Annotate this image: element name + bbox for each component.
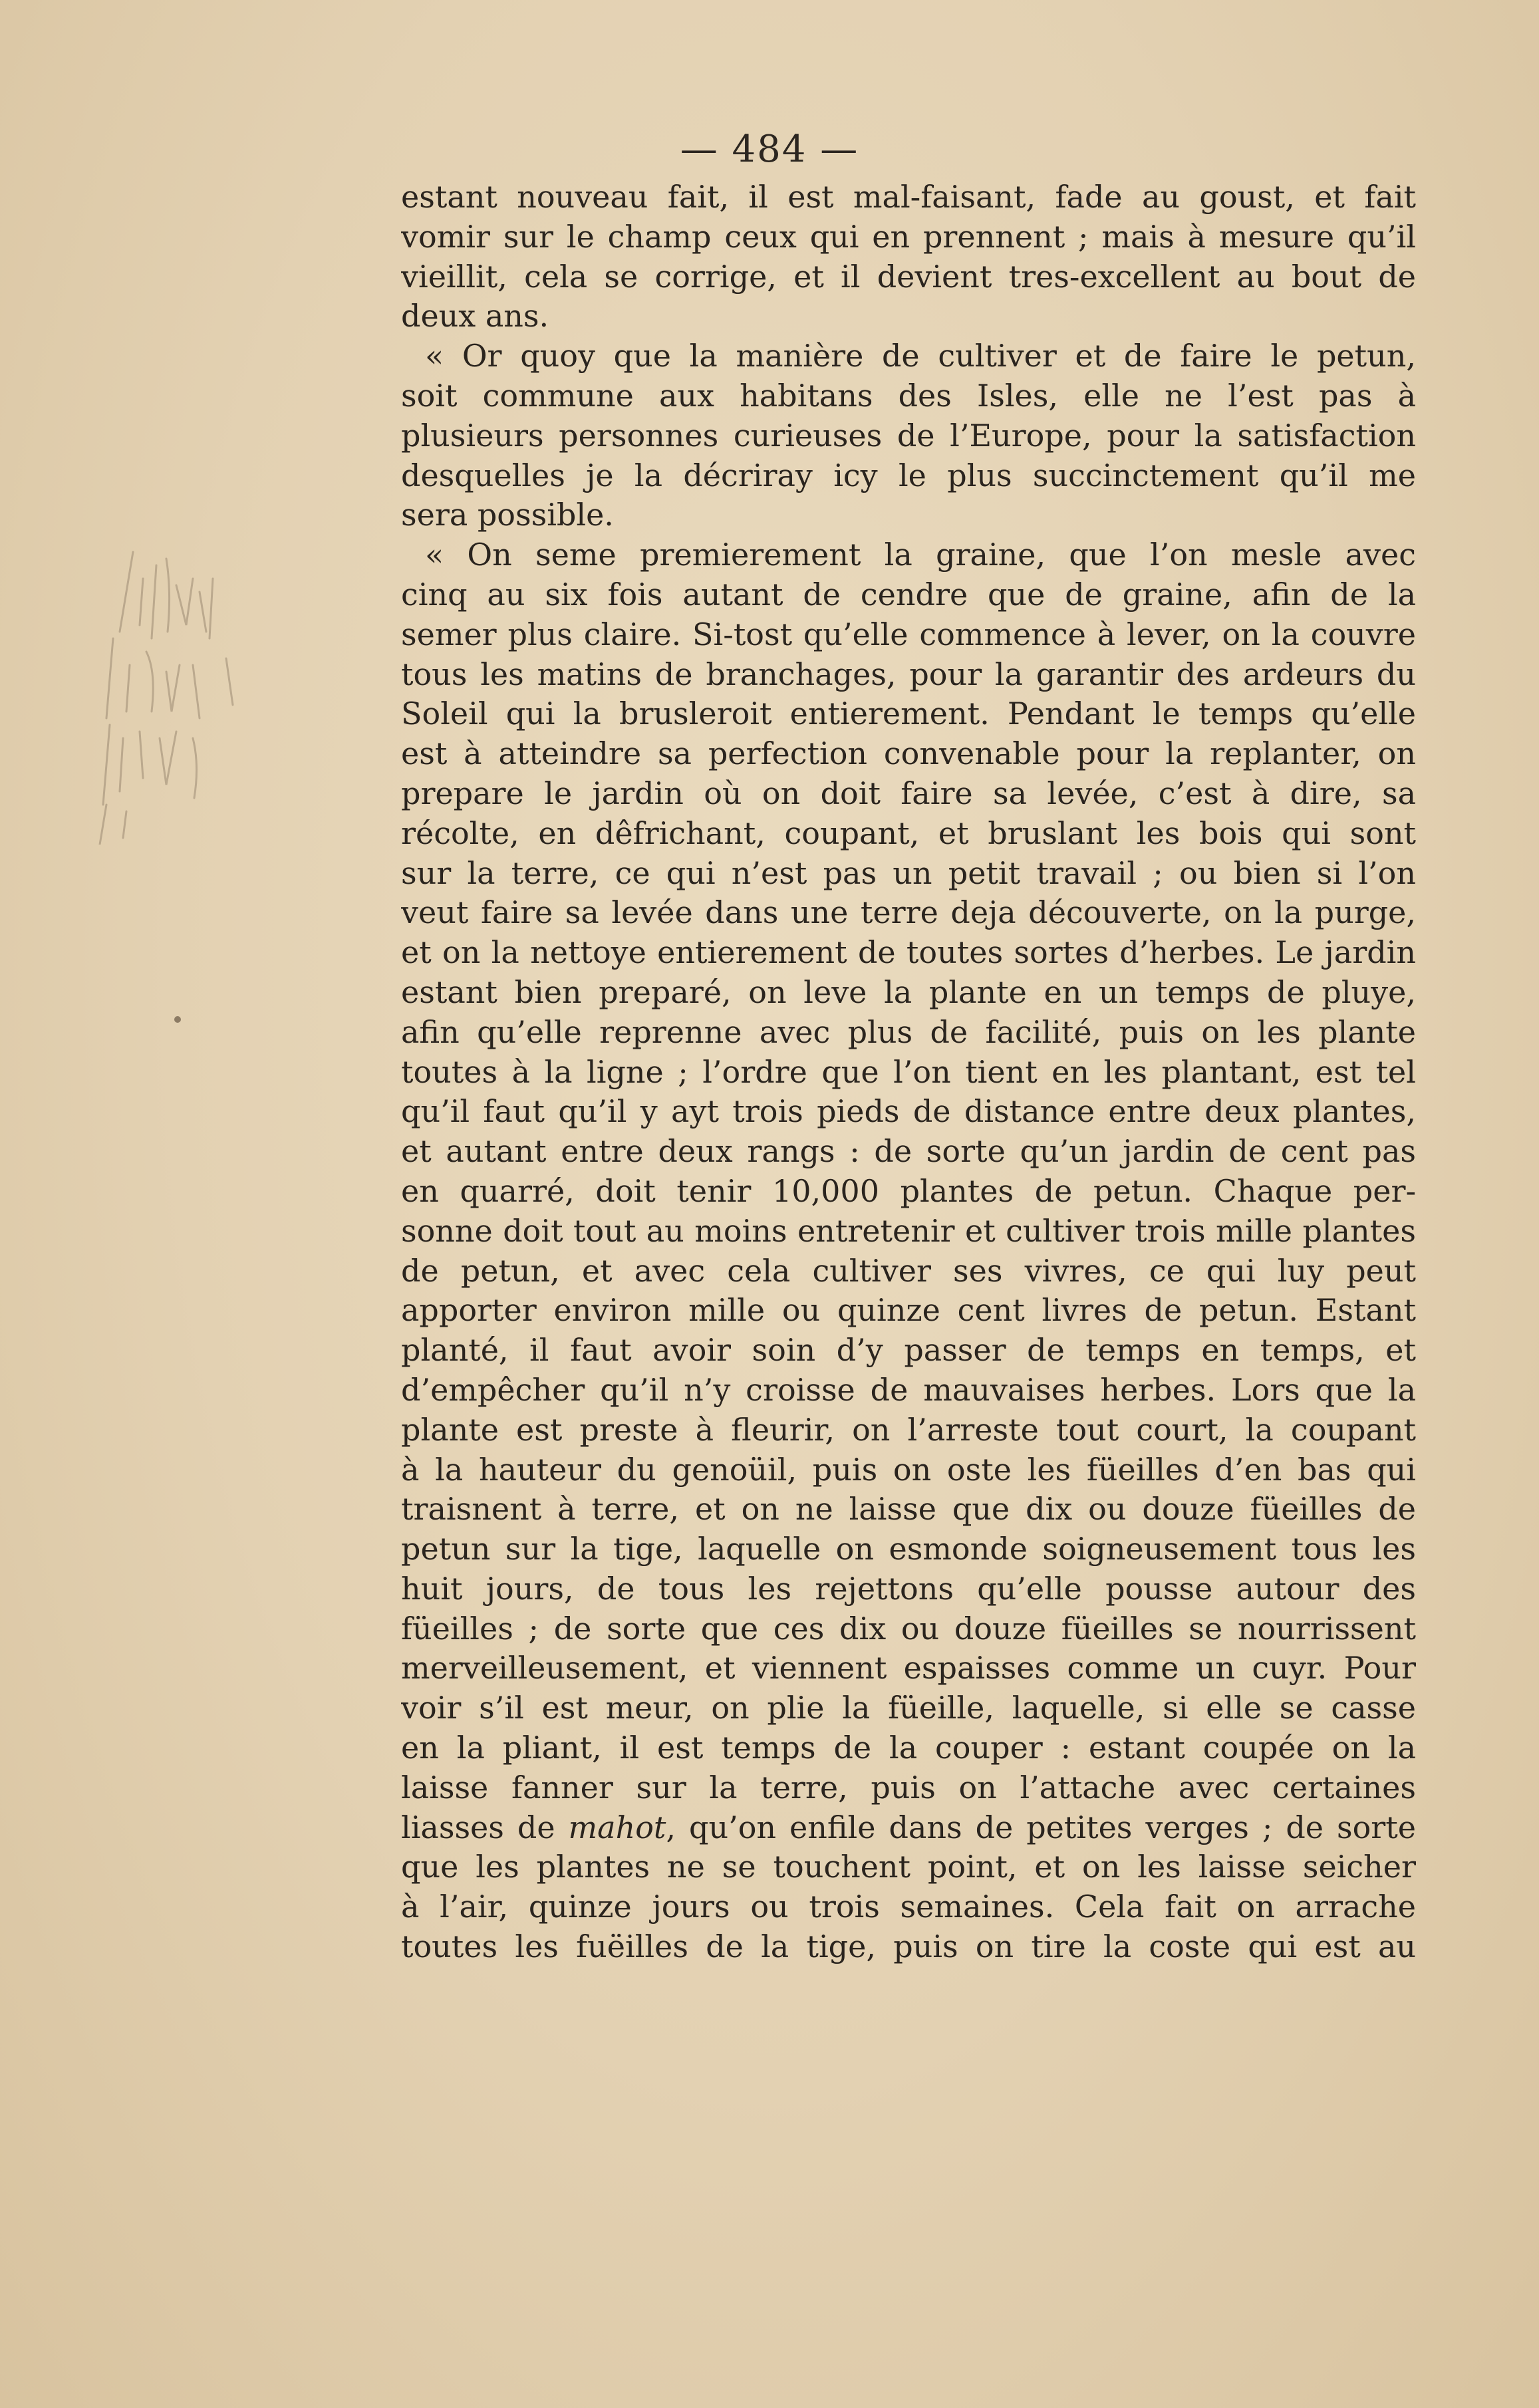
text-line: apporter environ mille ou quinze cent livres de petun. Estant (401, 1292, 1416, 1329)
text-line: semer plus claire. Si-tost qu’elle commence à lever, on la couvre (401, 616, 1416, 652)
text-line: cinq au six fois autant de cendre que de graine, afin de la (401, 576, 1416, 612)
text-line: en la pliant, il est temps de la couper : estant coupée on la (401, 1730, 1416, 1766)
text-line: vieillit, cela se corrige, et il devient tres-excellent au bout de (401, 258, 1416, 295)
text-line: voir s’il est meur, on plie la füeille, laquelle, si elle se casse (401, 1690, 1416, 1726)
text-line: plusieurs personnes curieuses de l’Europe, pour la satisfaction (401, 417, 1416, 454)
text-line: qu’il faut qu’il y ayt trois pieds de distance entre deux plantes, (401, 1093, 1416, 1130)
text-line (401, 1808, 1416, 1848)
text-line: est à atteindre sa perfection convenable pour la replanter, on (401, 736, 1416, 772)
text-line: d’empêcher qu’il n’y croisse de mauvaises herbes. Lors que la (401, 1371, 1416, 1408)
text-line: toutes à la ligne ; l’ordre que l’on tient en les plantant, est tel (401, 1053, 1416, 1090)
text-line: sur la terre, ce qui n’est pas un petit travail ; ou bien si l’on (401, 855, 1416, 891)
text-line: à la hauteur du genoüil, puis on oste les füeilles d’en bas qui (401, 1451, 1416, 1488)
text-line: laisse fanner sur la terre, puis on l’attache avec certaines (401, 1769, 1416, 1806)
text-line: merveilleusement, et viennent espaisses comme un cuyr. Pour (401, 1650, 1416, 1686)
text-line: vomir sur le champ ceux qui en prennent ; mais à mesure qu’il (401, 218, 1416, 255)
text-run: , qu’on enfile dans de petites verges ; de sorte (666, 1809, 1416, 1845)
text-line: veut faire sa levée dans une terre deja découverte, on la purge, (401, 894, 1416, 931)
text-run: liasses de (401, 1809, 569, 1845)
text-line: de petun, et avec cela cultiver ses vivres, ce qui luy peut (401, 1252, 1416, 1289)
text-line: sera possible. (401, 497, 614, 533)
italic-word: mahot (568, 1809, 666, 1845)
body-text (401, 178, 1416, 1967)
margin-handwriting (93, 539, 313, 845)
page-number: — 484 — (680, 128, 859, 171)
text-line: « Or quoy que la manière de cultiver et de faire le petun, (425, 338, 1416, 374)
text-line: füeilles ; de sorte que ces dix ou douze füeilles se nourrissent (401, 1610, 1416, 1647)
text-line: récolte, en dêfrichant, coupant, et bruslant les bois qui sont (401, 815, 1416, 851)
text-line: sonne doit tout au moins entretenir et cultiver trois mille plantes (401, 1212, 1416, 1249)
text-line: huit jours, de tous les rejettons qu’elle pousse autour des (401, 1570, 1416, 1607)
text-line: plante est preste à fleurir, on l’arreste tout court, la coupant (401, 1411, 1416, 1448)
text-line: prepare le jardin où on doit faire sa levée, c’est à dire, sa (401, 775, 1416, 811)
text-line: estant bien preparé, on leve la plante en un temps de pluye, (401, 974, 1416, 1010)
text-line: planté, il faut avoir soin d’y passer de temps en temps, et (401, 1332, 1416, 1369)
text-line: petun sur la tige, laquelle on esmonde soigneusement tous les (401, 1531, 1416, 1567)
text-line: que les plantes ne se touchent point, et on les laisse seicher (401, 1849, 1416, 1885)
text-line: Soleil qui la brusleroit entierement. Pendant le temps qu’elle (401, 696, 1416, 732)
text-line: afin qu’elle reprenne avec plus de facilité, puis on les plante (401, 1013, 1416, 1050)
text-line: en quarré, doit tenir 10,000 plantes de petun. Chaque per- (401, 1172, 1416, 1209)
ink-speck (174, 1016, 181, 1023)
text-line: tous les matins de branchages, pour la garantir des ardeurs du (401, 656, 1416, 692)
text-line: estant nouveau fait, il est mal-faisant, fade au goust, et fait (401, 179, 1416, 215)
text-line: desquelles je la décriray icy le plus succinctement qu’il me (401, 457, 1416, 493)
text-line: deux ans. (401, 298, 549, 334)
text-line: à l’air, quinze jours ou trois semaines. Cela fait on arrache (401, 1889, 1416, 1925)
text-line: toutes les fuëilles de la tige, puis on tire la coste qui est au (401, 1929, 1416, 1965)
text-line: et autant entre deux rangs : de sorte qu’un jardin de cent pas (401, 1133, 1416, 1170)
text-line: « On seme premierement la graine, que l’on mesle avec (425, 537, 1416, 573)
text-line: traisnent à terre, et on ne laisse que dix ou douze füeilles de (401, 1491, 1416, 1528)
text-line: soit commune aux habitans des Isles, elle ne l’est pas à (401, 377, 1416, 414)
text-line: et on la nettoye entierement de toutes sortes d’herbes. Le jardin (401, 934, 1416, 971)
